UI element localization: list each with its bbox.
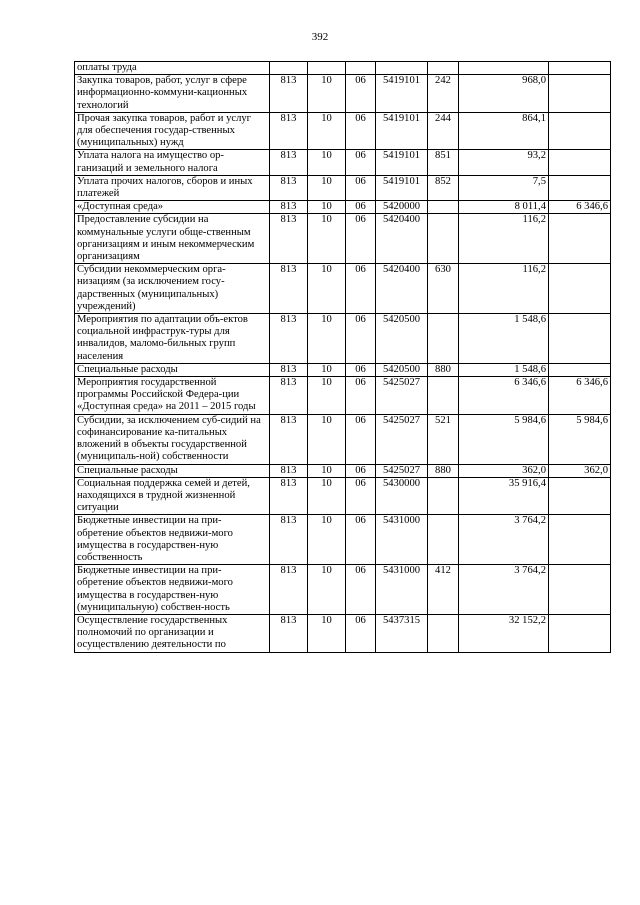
cell-name: Социальная поддержка семей и детей, находящихся в трудной жизненной ситуации [75, 477, 270, 515]
cell-name: Уплата прочих налогов, сборов и иных платежей [75, 175, 270, 200]
cell-section-code: 10 [308, 75, 346, 113]
cell-subsection-code: 06 [346, 314, 376, 364]
cell-section-code: 10 [308, 377, 346, 415]
cell-ministry-code [270, 62, 308, 75]
cell-amount: 116,2 [459, 264, 549, 314]
cell-name: Закупка товаров, работ, услуг в сфере информационно-коммуни-кационных технологий [75, 75, 270, 113]
cell-target-code: 5419101 [376, 150, 428, 175]
cell-ministry-code: 813 [270, 214, 308, 264]
cell-target-code: 5430000 [376, 477, 428, 515]
cell-target-code: 5431000 [376, 565, 428, 615]
cell-federal-amount [549, 75, 611, 113]
cell-section-code: 10 [308, 314, 346, 364]
cell-federal-amount [549, 112, 611, 150]
cell-expense-type [428, 477, 459, 515]
cell-expense-type: 880 [428, 363, 459, 376]
table-body [75, 62, 611, 653]
cell-subsection-code: 06 [346, 614, 376, 652]
cell-section-code: 10 [308, 214, 346, 264]
cell-expense-type [428, 201, 459, 214]
cell-ministry-code: 813 [270, 112, 308, 150]
cell-ministry-code: 813 [270, 477, 308, 515]
cell-expense-type [428, 377, 459, 415]
cell-subsection-code: 06 [346, 565, 376, 615]
cell-name: Специальные расходы [75, 464, 270, 477]
table-row [75, 614, 611, 652]
cell-federal-amount [549, 565, 611, 615]
cell-federal-amount [549, 214, 611, 264]
cell-ministry-code: 813 [270, 264, 308, 314]
cell-subsection-code: 06 [346, 175, 376, 200]
cell-ministry-code: 813 [270, 363, 308, 376]
cell-expense-type: 880 [428, 464, 459, 477]
cell-section-code: 10 [308, 201, 346, 214]
cell-ministry-code: 813 [270, 201, 308, 214]
table-row [75, 565, 611, 615]
cell-subsection-code: 06 [346, 112, 376, 150]
cell-target-code: 5425027 [376, 414, 428, 464]
cell-expense-type [428, 214, 459, 264]
cell-expense-type: 630 [428, 264, 459, 314]
cell-expense-type: 852 [428, 175, 459, 200]
page-number: 392 [311, 31, 329, 43]
cell-name: Мероприятия государственной программы Российской Федера-ции «Доступная среда» на 2011 – 2015 годы [75, 377, 270, 415]
cell-federal-amount [549, 175, 611, 200]
cell-federal-amount: 5 984,6 [549, 414, 611, 464]
table-row [75, 414, 611, 464]
table-row [75, 377, 611, 415]
cell-target-code: 5419101 [376, 175, 428, 200]
table-row [75, 150, 611, 175]
cell-amount: 1 548,6 [459, 314, 549, 364]
cell-amount: 93,2 [459, 150, 549, 175]
cell-subsection-code: 06 [346, 214, 376, 264]
cell-name: Субсидии, за исключением суб-сидий на софинансирование ка-питальных вложений в объекты государственной (муниципаль-ной) собственности [75, 414, 270, 464]
cell-section-code: 10 [308, 150, 346, 175]
cell-ministry-code: 813 [270, 515, 308, 565]
cell-expense-type [428, 614, 459, 652]
cell-amount: 864,1 [459, 112, 549, 150]
cell-amount: 116,2 [459, 214, 549, 264]
cell-ministry-code: 813 [270, 75, 308, 113]
table-row [75, 515, 611, 565]
table-row [75, 477, 611, 515]
cell-amount: 8 011,4 [459, 201, 549, 214]
cell-section-code: 10 [308, 464, 346, 477]
cell-federal-amount [549, 477, 611, 515]
cell-section-code: 10 [308, 264, 346, 314]
cell-name: Уплата налога на имущество ор-ганизаций и земельного налога [75, 150, 270, 175]
cell-expense-type [428, 314, 459, 364]
cell-federal-amount: 362,0 [549, 464, 611, 477]
cell-section-code: 10 [308, 112, 346, 150]
cell-target-code: 5420500 [376, 363, 428, 376]
cell-federal-amount: 6 346,6 [549, 201, 611, 214]
table-row [75, 175, 611, 200]
cell-amount: 1 548,6 [459, 363, 549, 376]
cell-amount: 32 152,2 [459, 614, 549, 652]
cell-name: Субсидии некоммерческим орга-низациям (за исключением госу-дарственных (муниципальных) учреждений) [75, 264, 270, 314]
cell-federal-amount [549, 62, 611, 75]
cell-expense-type: 242 [428, 75, 459, 113]
cell-name: Бюджетные инвестиции на при-обретение объектов недвижи-мого имущества в государствен-ную (муниципальную) собствен-ность [75, 565, 270, 615]
cell-section-code: 10 [308, 565, 346, 615]
cell-federal-amount [549, 314, 611, 364]
cell-subsection-code: 06 [346, 377, 376, 415]
cell-subsection-code: 06 [346, 477, 376, 515]
cell-ministry-code: 813 [270, 377, 308, 415]
cell-ministry-code: 813 [270, 464, 308, 477]
cell-section-code: 10 [308, 614, 346, 652]
cell-section-code [308, 62, 346, 75]
cell-name: «Доступная среда» [75, 201, 270, 214]
cell-section-code: 10 [308, 515, 346, 565]
cell-federal-amount [549, 363, 611, 376]
cell-amount: 6 346,6 [459, 377, 549, 415]
cell-subsection-code [346, 62, 376, 75]
cell-amount: 362,0 [459, 464, 549, 477]
cell-amount [459, 62, 549, 75]
cell-federal-amount: 6 346,6 [549, 377, 611, 415]
cell-section-code: 10 [308, 414, 346, 464]
cell-amount: 3 764,2 [459, 565, 549, 615]
cell-federal-amount [549, 150, 611, 175]
budget-table [74, 61, 611, 653]
cell-target-code: 5420500 [376, 314, 428, 364]
cell-target-code: 5425027 [376, 377, 428, 415]
cell-subsection-code: 06 [346, 264, 376, 314]
table-row [75, 464, 611, 477]
cell-name: Мероприятия по адаптации объ-ектов социальной инфраструк-туры для инвалидов, маломо-бильных групп населения [75, 314, 270, 364]
cell-expense-type: 851 [428, 150, 459, 175]
cell-ministry-code: 813 [270, 565, 308, 615]
cell-target-code: 5437315 [376, 614, 428, 652]
cell-section-code: 10 [308, 363, 346, 376]
table-row [75, 314, 611, 364]
cell-ministry-code: 813 [270, 414, 308, 464]
cell-section-code: 10 [308, 175, 346, 200]
cell-name: Осуществление государственных полномочий по организации и осуществлению деятельности по [75, 614, 270, 652]
cell-expense-type [428, 515, 459, 565]
cell-target-code: 5420000 [376, 201, 428, 214]
cell-amount: 7,5 [459, 175, 549, 200]
cell-name: Предоставление субсидии на коммунальные услуги обще-ственным организациям и иным некоммерческим организациям [75, 214, 270, 264]
cell-target-code [376, 62, 428, 75]
cell-subsection-code: 06 [346, 464, 376, 477]
table-row [75, 75, 611, 113]
table-row [75, 264, 611, 314]
cell-section-code: 10 [308, 477, 346, 515]
cell-subsection-code: 06 [346, 75, 376, 113]
cell-target-code: 5425027 [376, 464, 428, 477]
cell-name: Специальные расходы [75, 363, 270, 376]
cell-federal-amount [549, 264, 611, 314]
cell-name: Бюджетные инвестиции на при-обретение объектов недвижи-мого имущества в государствен-ную собственность [75, 515, 270, 565]
cell-subsection-code: 06 [346, 150, 376, 175]
cell-ministry-code: 813 [270, 314, 308, 364]
cell-target-code: 5419101 [376, 75, 428, 113]
cell-expense-type: 244 [428, 112, 459, 150]
cell-ministry-code: 813 [270, 150, 308, 175]
cell-subsection-code: 06 [346, 363, 376, 376]
table-row [75, 201, 611, 214]
cell-name: оплаты труда [75, 62, 270, 75]
table-row [75, 214, 611, 264]
cell-expense-type: 412 [428, 565, 459, 615]
cell-amount: 3 764,2 [459, 515, 549, 565]
cell-subsection-code: 06 [346, 414, 376, 464]
cell-target-code: 5420400 [376, 214, 428, 264]
cell-target-code: 5420400 [376, 264, 428, 314]
cell-expense-type: 521 [428, 414, 459, 464]
table-row [75, 363, 611, 376]
cell-ministry-code: 813 [270, 614, 308, 652]
cell-subsection-code: 06 [346, 201, 376, 214]
cell-amount: 35 916,4 [459, 477, 549, 515]
table-row [75, 112, 611, 150]
cell-ministry-code: 813 [270, 175, 308, 200]
cell-subsection-code: 06 [346, 515, 376, 565]
cell-federal-amount [549, 614, 611, 652]
cell-target-code: 5431000 [376, 515, 428, 565]
cell-expense-type [428, 62, 459, 75]
cell-name: Прочая закупка товаров, работ и услуг для обеспечения государ-ственных (муниципальных) нужд [75, 112, 270, 150]
cell-amount: 5 984,6 [459, 414, 549, 464]
cell-amount: 968,0 [459, 75, 549, 113]
cell-target-code: 5419101 [376, 112, 428, 150]
cell-federal-amount [549, 515, 611, 565]
table-row [75, 62, 611, 75]
